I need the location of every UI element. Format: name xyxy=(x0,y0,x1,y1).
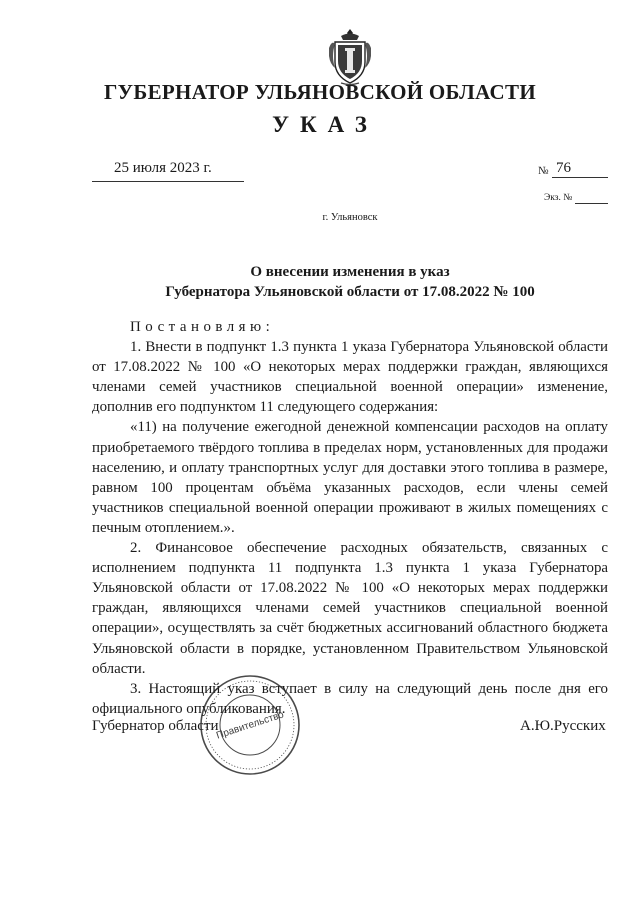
official-seal-icon xyxy=(198,673,302,777)
body-paragraph-3: 3. Настоящий указ вступает в силу на следующий день после дня его официального опубликования. xyxy=(92,680,608,717)
issuer-title: ГУБЕРНАТОР УЛЬЯНОВСКОЙ ОБЛАСТИ xyxy=(104,80,536,104)
heading-line-1: О внесении изменения в указ xyxy=(250,264,450,280)
seal-text: Правительство xyxy=(215,709,286,742)
body-paragraph-quote: «11) на получение ежегодной денежной компенсации расходов на оплату приобретаемого твёрдого топлива в пределах норм, установленных для продажи населению, и оплату транспортных услуг для доставки этого топлива в размере, равном 100 процентам объёма указанных расходов, если члены семей участников специальной военной операции проживают в жилых помещениях с печным отоплением.». xyxy=(92,419,608,536)
signatory-name: А.Ю.Русских xyxy=(520,718,606,734)
document-body xyxy=(92,317,608,719)
body-paragraph-1: 1. Внести в подпункт 1.3 пункта 1 указа Губернатора Ульяновской области от 17.08.2022 № 100 «О некоторых мерах поддержки граждан, являющихся членами семей участников специальной военной операции» изменение, дополнив его подпунктом 11 следующего содержания: xyxy=(92,339,608,416)
signatory-position: Губернатор области xyxy=(92,718,219,734)
document-heading xyxy=(92,262,608,302)
document-type: УКАЗ xyxy=(272,112,378,137)
document-date: 25 июля 2023 г. xyxy=(114,160,212,176)
document-number: 76 xyxy=(556,160,571,176)
copy-number-label: Экз. № xyxy=(544,193,573,203)
heading-line-2: Губернатора Ульяновской области от 17.08.2022 № 100 xyxy=(165,284,535,300)
city-name: г. Ульяновск xyxy=(322,212,378,223)
body-intro: Постановляю: xyxy=(130,319,275,335)
number-sign: № xyxy=(538,165,549,177)
number-underline xyxy=(552,177,608,178)
copy-number-underline xyxy=(575,203,608,204)
coat-of-arms-icon xyxy=(327,28,373,86)
date-underline xyxy=(92,181,244,182)
body-paragraph-2: 2. Финансовое обеспечение расходных обязательств, связанных с исполнением подпункта 11 подпункта 1.3 пункта 1 указа Губернатора Ульяновской области от 17.08.2022 № 100 «О некоторых мерах поддержки граждан, являющихся членами семей участников специальной военной операции», осуществлять за счёт бюджетных ассигнований областного бюджета Ульяновской области в порядке, установленном Правительством Ульяновской области. xyxy=(92,540,608,677)
